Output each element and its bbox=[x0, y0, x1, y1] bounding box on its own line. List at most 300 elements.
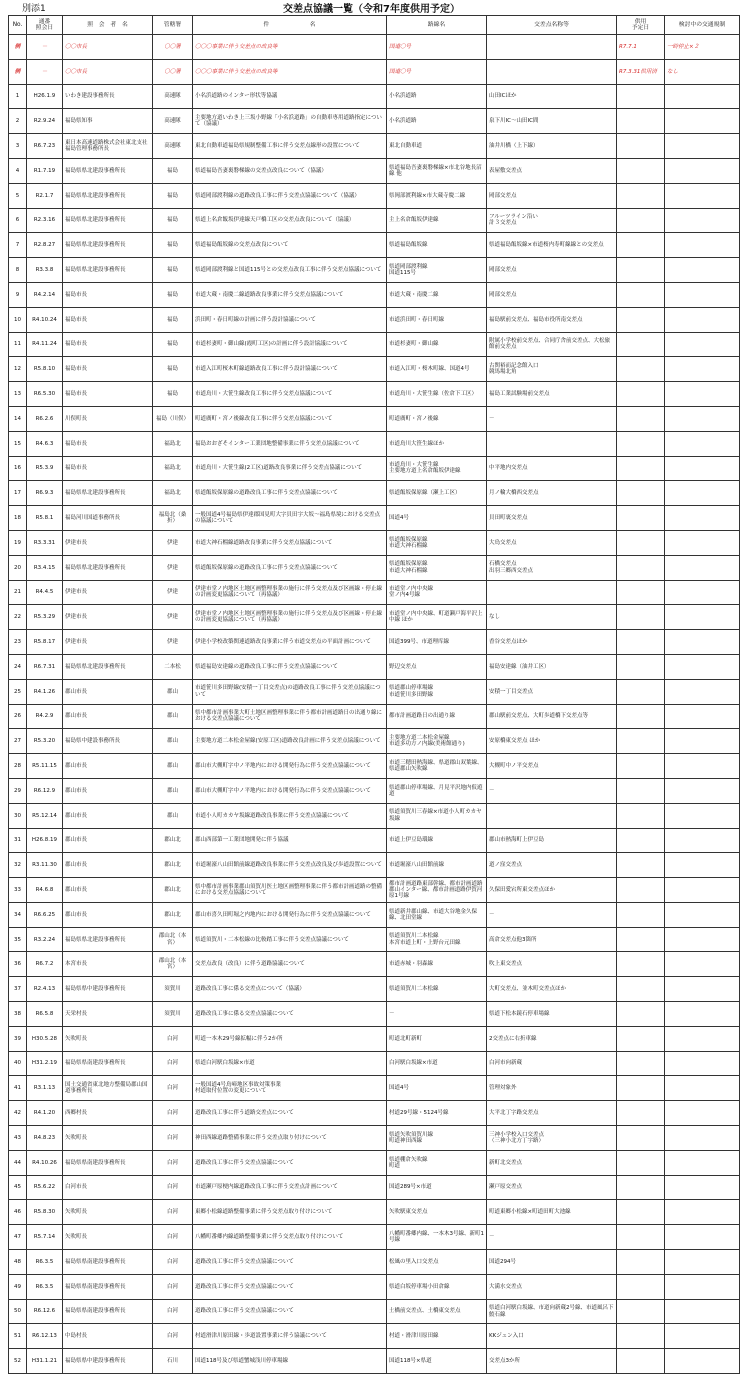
row-subject: 郡山西部第一工業団地開発に伴う協議 bbox=[193, 828, 387, 853]
row-no: 52 bbox=[9, 1349, 27, 1374]
row-requester: 福島県県北建設事務所長 bbox=[63, 258, 153, 283]
row-no: 41 bbox=[9, 1076, 27, 1101]
row-station: 須賀川 bbox=[153, 977, 193, 1002]
row-station: 郡山北（本宮） bbox=[153, 952, 193, 977]
row-regulation bbox=[665, 977, 740, 1002]
row-no: 5 bbox=[9, 183, 27, 208]
row-station: 郡山 bbox=[153, 729, 193, 754]
row-intersection: 古関裕而記念館入口 競馬場北角 bbox=[487, 357, 617, 382]
row-no: 38 bbox=[9, 1002, 27, 1027]
row-date: R6.6.25 bbox=[27, 902, 63, 927]
row-requester: 郡山市長 bbox=[63, 803, 153, 828]
row-service-date bbox=[617, 258, 665, 283]
row-route: 県道白坂停車場小田倉線 bbox=[387, 1274, 487, 1299]
row-regulation bbox=[665, 183, 740, 208]
table-row bbox=[9, 282, 740, 307]
table-row bbox=[9, 654, 740, 679]
row-no: 32 bbox=[9, 853, 27, 878]
row-intersection bbox=[487, 59, 617, 84]
row-station: 白河 bbox=[153, 1175, 193, 1200]
row-station: 福島 bbox=[153, 282, 193, 307]
row-service-date bbox=[617, 1250, 665, 1275]
row-subject: 道路改良工事に伴う交差点協議について bbox=[193, 1250, 387, 1275]
row-station: 福島 bbox=[153, 233, 193, 258]
row-station: 白河 bbox=[153, 1225, 193, 1250]
row-subject: 県道福島飯坂線の交差点改良について bbox=[193, 233, 387, 258]
row-regulation bbox=[665, 406, 740, 431]
row-no: 8 bbox=[9, 258, 27, 283]
row-no: 3 bbox=[9, 134, 27, 159]
table-row bbox=[9, 778, 740, 803]
row-requester: 白河市長 bbox=[63, 1175, 153, 1200]
row-subject: 郡山市大槻町字中ノ平地内における開発行為に伴う交差点協議について bbox=[193, 754, 387, 779]
row-requester: 福島県県北建設事務所長 bbox=[63, 555, 153, 580]
row-regulation bbox=[665, 431, 740, 456]
row-date: H31.1.21 bbox=[27, 1349, 63, 1374]
row-requester: 郡山市長 bbox=[63, 679, 153, 704]
row-subject: 県中都市計画事業大町土地区画整理事業に伴う都市計画道路日の出通り線における交差点協議について bbox=[193, 704, 387, 729]
row-service-date bbox=[617, 1349, 665, 1374]
row-service-date bbox=[617, 332, 665, 357]
row-regulation bbox=[665, 605, 740, 630]
row-requester: 伊達市長 bbox=[63, 580, 153, 605]
row-route: 市道浜田町・春日町線 bbox=[387, 307, 487, 332]
row-date: R5.8.10 bbox=[27, 357, 63, 382]
row-station: 郡山北（本宮） bbox=[153, 927, 193, 952]
row-no: 24 bbox=[9, 654, 27, 679]
row-intersection: 中平地内交差点 bbox=[487, 456, 617, 481]
row-route: 国道〇号 bbox=[387, 59, 487, 84]
row-regulation bbox=[665, 158, 740, 183]
row-service-date bbox=[617, 1150, 665, 1175]
table-row bbox=[9, 233, 740, 258]
row-route: 市道杉妻町・御山線 bbox=[387, 332, 487, 357]
row-requester: 福島県知事 bbox=[63, 109, 153, 134]
row-intersection: 高倉交差点他3箇所 bbox=[487, 927, 617, 952]
row-route: 白河駅白坂線×市道 bbox=[387, 1051, 487, 1076]
row-station: 高速隊 bbox=[153, 134, 193, 159]
row-intersection: 2交差点に右折車線 bbox=[487, 1026, 617, 1051]
row-intersection: 泉下川IC～山田IC間 bbox=[487, 109, 617, 134]
row-route: 町道北町新町 bbox=[387, 1026, 487, 1051]
row-subject: 町道一本木29号線拡幅に伴う2か所 bbox=[193, 1026, 387, 1051]
row-no: 33 bbox=[9, 878, 27, 903]
row-intersection bbox=[487, 580, 617, 605]
row-regulation bbox=[665, 1002, 740, 1027]
row-intersection: － bbox=[487, 406, 617, 431]
row-requester: 川俣町長 bbox=[63, 406, 153, 431]
row-station: 郡山北 bbox=[153, 828, 193, 853]
row-date: － bbox=[27, 35, 63, 60]
row-route: 村道・滑津川原田線 bbox=[387, 1324, 487, 1349]
row-regulation bbox=[665, 580, 740, 605]
row-service-date bbox=[617, 158, 665, 183]
row-date: R4.1.20 bbox=[27, 1101, 63, 1126]
row-route: 町道廣町・宮ノ後線 bbox=[387, 406, 487, 431]
row-regulation bbox=[665, 282, 740, 307]
row-service-date bbox=[617, 1101, 665, 1126]
row-date: R5.6.22 bbox=[27, 1175, 63, 1200]
row-intersection: 管理対象外 bbox=[487, 1076, 617, 1101]
row-intersection: 県道下松本鏡石停車場線 bbox=[487, 1002, 617, 1027]
row-route: － bbox=[387, 1002, 487, 1027]
row-route: 県道飯坂保原線 市道大神石榴線 bbox=[387, 555, 487, 580]
row-subject: 県道上名倉飯坂伊達線天戸橋工区の交差点改良について（協議） bbox=[193, 208, 387, 233]
row-date: R5.3.20 bbox=[27, 729, 63, 754]
row-no: 17 bbox=[9, 481, 27, 506]
row-station: 白河 bbox=[153, 1076, 193, 1101]
table-row bbox=[9, 1126, 740, 1151]
row-station: 白河 bbox=[153, 1101, 193, 1126]
row-requester: 天栄村長 bbox=[63, 1002, 153, 1027]
row-date: R4.6.3 bbox=[27, 431, 63, 456]
row-date: R6.7.23 bbox=[27, 134, 63, 159]
row-station: 白河 bbox=[153, 1026, 193, 1051]
row-route: 市道上伊豆島環線 bbox=[387, 828, 487, 853]
row-service-date bbox=[617, 1126, 665, 1151]
row-station: 石川 bbox=[153, 1349, 193, 1374]
row-requester: 福島県県北建設事務所長 bbox=[63, 233, 153, 258]
table-row bbox=[9, 1076, 740, 1101]
row-route: 市道堂ノ内中央線、町道瀬戸海平沢上中線 ほか bbox=[387, 605, 487, 630]
table-row bbox=[9, 158, 740, 183]
row-subject: 県道福島吾妻裏磐梯線の交差点改良について（協議） bbox=[193, 158, 387, 183]
row-date: R2.9.24 bbox=[27, 109, 63, 134]
row-route: 国道118号×県道 bbox=[387, 1349, 487, 1374]
row-route: 土橋前交差点、土橋東交差点 bbox=[387, 1299, 487, 1324]
row-requester: 郡山市長 bbox=[63, 902, 153, 927]
row-subject: 県道福島安達線の道路改良工事に伴う交差点協議について bbox=[193, 654, 387, 679]
row-no: 31 bbox=[9, 828, 27, 853]
row-station: 福島 bbox=[153, 332, 193, 357]
row-station: 伊達 bbox=[153, 630, 193, 655]
row-requester: 福島県県北建設事務所長 bbox=[63, 927, 153, 952]
row-subject: 市道入江町桜木町線道路改良工事に伴う設計協議について bbox=[193, 357, 387, 382]
row-service-date bbox=[617, 1299, 665, 1324]
row-requester: 福島県県南建設事務所長 bbox=[63, 1150, 153, 1175]
row-service-date bbox=[617, 1324, 665, 1349]
row-requester: 福島県県北建設事務所長 bbox=[63, 481, 153, 506]
row-regulation bbox=[665, 679, 740, 704]
row-station: 〇〇署 bbox=[153, 59, 193, 84]
row-subject: 市道杉妻町・御山線(霞町工区)の計画に伴う設計協議について bbox=[193, 332, 387, 357]
table-header-row bbox=[9, 16, 740, 35]
row-date: R2.8.27 bbox=[27, 233, 63, 258]
row-subject: 県道白河駅白坂線×市道 bbox=[193, 1051, 387, 1076]
row-date: R5.8.30 bbox=[27, 1200, 63, 1225]
row-service-date bbox=[617, 282, 665, 307]
row-route: 県道新井郡山線、市道大谷地金久保線、北田堂線 bbox=[387, 902, 487, 927]
row-no: 34 bbox=[9, 902, 27, 927]
row-requester: 〇〇市長 bbox=[63, 59, 153, 84]
row-route: 市道三穂田熱海線、県道郡山双葉線、県道郡山矢吹線 bbox=[387, 754, 487, 779]
row-service-date bbox=[617, 605, 665, 630]
row-service-date bbox=[617, 382, 665, 407]
row-intersection: 道ノ窪交差点 bbox=[487, 853, 617, 878]
row-station: 白河 bbox=[153, 1299, 193, 1324]
row-date: R6.5.8 bbox=[27, 1002, 63, 1027]
row-subject: 道路改良工事に係る交差点協議について bbox=[193, 1002, 387, 1027]
row-service-date bbox=[617, 481, 665, 506]
row-regulation bbox=[665, 729, 740, 754]
row-date: R1.7.19 bbox=[27, 158, 63, 183]
row-service-date bbox=[617, 927, 665, 952]
table-body bbox=[9, 35, 740, 1374]
row-intersection: 三神小学校入口交差点 （三神小北方丁字路） bbox=[487, 1126, 617, 1151]
row-subject: 東北自動車道福島県規制整備工事に伴う交差点線形の設置について bbox=[193, 134, 387, 159]
table-row bbox=[9, 1324, 740, 1349]
row-subject: 市道大蔵・南慶二線道路改良事業に伴う交差点協議について bbox=[193, 282, 387, 307]
row-regulation bbox=[665, 1324, 740, 1349]
row-regulation bbox=[665, 1051, 740, 1076]
row-regulation bbox=[665, 1175, 740, 1200]
row-service-date bbox=[617, 183, 665, 208]
row-service-date bbox=[617, 134, 665, 159]
row-intersection: 県道福島飯坂線×市道桜内寿町線線との交差点 bbox=[487, 233, 617, 258]
table-row bbox=[9, 853, 740, 878]
row-date: R6.12.6 bbox=[27, 1299, 63, 1324]
row-regulation bbox=[665, 1101, 740, 1126]
row-requester: 東日本高速道路株式会社東北支社福島管理事務所長 bbox=[63, 134, 153, 159]
row-requester: 〇〇市長 bbox=[63, 35, 153, 60]
row-intersection: 交差点3か所 bbox=[487, 1349, 617, 1374]
row-no: 21 bbox=[9, 580, 27, 605]
row-station: 須賀川 bbox=[153, 1002, 193, 1027]
row-route: 野辺交差点 bbox=[387, 654, 487, 679]
col-requester: 照 会 者 名 bbox=[63, 16, 153, 35]
row-subject: 市道鳥川・大笹生線(2工区)道路改良事業に伴う交差点協議について bbox=[193, 456, 387, 481]
row-subject: 市道大神石榴線道路改良事業に伴う交差点協議について bbox=[193, 530, 387, 555]
row-no: 23 bbox=[9, 630, 27, 655]
row-service-date bbox=[617, 1076, 665, 1101]
row-regulation bbox=[665, 307, 740, 332]
row-subject: 市道笹川多田野線(安積一丁目交差点)の道路改良工事に伴う交差点協議について bbox=[193, 679, 387, 704]
row-date: R6.3.5 bbox=[27, 1250, 63, 1275]
row-station: 白河 bbox=[153, 1324, 193, 1349]
row-intersection: 久保田愛宕所東交差点ほか bbox=[487, 878, 617, 903]
row-station: 福島北（桑折） bbox=[153, 506, 193, 531]
row-regulation bbox=[665, 1200, 740, 1225]
row-regulation bbox=[665, 754, 740, 779]
row-intersection: 月ノ輪大橋西交差点 bbox=[487, 481, 617, 506]
row-intersection: 郡山市熱海町上伊豆島 bbox=[487, 828, 617, 853]
row-subject: 県道岡部渡利線の道路改良工事に伴う交差点協議について（協議） bbox=[193, 183, 387, 208]
table-row bbox=[9, 902, 740, 927]
table-row bbox=[9, 1200, 740, 1225]
row-service-date bbox=[617, 1175, 665, 1200]
row-requester: 福島市長 bbox=[63, 282, 153, 307]
row-intersection: 岡部交差点 bbox=[487, 183, 617, 208]
row-subject: 市道堀濠八山田館前線道路改良事業に伴う交差点改良及び歩道設置について bbox=[193, 853, 387, 878]
row-date: R6.2.6 bbox=[27, 406, 63, 431]
row-requester: 福島県県南建設事務所長 bbox=[63, 1299, 153, 1324]
row-requester: 中島村長 bbox=[63, 1324, 153, 1349]
row-route: 小名浜道路 bbox=[387, 109, 487, 134]
row-date: R6.7.2 bbox=[27, 952, 63, 977]
row-route: 国道399号、市道理库線 bbox=[387, 630, 487, 655]
row-no: 15 bbox=[9, 431, 27, 456]
row-intersection: 附属小学校前交差点、合同庁舎前交差点、大松旅館前交差点 bbox=[487, 332, 617, 357]
row-no: 44 bbox=[9, 1150, 27, 1175]
row-requester: 福島県県北建設事務所長 bbox=[63, 158, 153, 183]
row-service-date bbox=[617, 902, 665, 927]
row-route: 八幡町番郷内線、一本木3号線、新町1号線 bbox=[387, 1225, 487, 1250]
table-row bbox=[9, 803, 740, 828]
row-subject: 市道瀬戸原梗内線道路改良工事に伴う交差点計画について bbox=[193, 1175, 387, 1200]
table-row bbox=[9, 828, 740, 853]
row-regulation bbox=[665, 555, 740, 580]
row-requester: 福島市長 bbox=[63, 456, 153, 481]
row-route: 都市計画道路日の出通り線 bbox=[387, 704, 487, 729]
row-intersection: 油井川橋（上下線） bbox=[487, 134, 617, 159]
row-station: 郡山北 bbox=[153, 878, 193, 903]
row-intersection: 新町北交差点 bbox=[487, 1150, 617, 1175]
row-intersection: 大槻町中ノ平交差点 bbox=[487, 754, 617, 779]
row-station: 高速隊 bbox=[153, 84, 193, 109]
row-requester: 郡山市長 bbox=[63, 853, 153, 878]
table-row bbox=[9, 1274, 740, 1299]
row-no: 46 bbox=[9, 1200, 27, 1225]
row-service-date bbox=[617, 431, 665, 456]
row-no: 13 bbox=[9, 382, 27, 407]
table-row bbox=[9, 1250, 740, 1275]
row-regulation bbox=[665, 332, 740, 357]
row-regulation bbox=[665, 828, 740, 853]
row-station: 福島 bbox=[153, 357, 193, 382]
row-date: H31.2.19 bbox=[27, 1051, 63, 1076]
row-regulation bbox=[665, 1026, 740, 1051]
row-requester: 福島県県北建設事務所長 bbox=[63, 183, 153, 208]
row-route: 県道須賀川二本松線 本宮市道上町・上野台元田線 bbox=[387, 927, 487, 952]
row-intersection: 大鳥交差点 bbox=[487, 530, 617, 555]
row-subject: 道路改良工事に伴う交差点協議について bbox=[193, 1274, 387, 1299]
row-no: 26 bbox=[9, 704, 27, 729]
table-row bbox=[9, 258, 740, 283]
row-intersection: － bbox=[487, 1225, 617, 1250]
row-requester: 福島河川国道事務所長 bbox=[63, 506, 153, 531]
row-subject: 主要地方道いわき上三坂小野線「小名浜道路」の自動車専用道路指定について（協議） bbox=[193, 109, 387, 134]
row-subject: 村道滑津川原田線・歩道設置事業に伴う協議について bbox=[193, 1324, 387, 1349]
row-no: 10 bbox=[9, 307, 27, 332]
row-service-date bbox=[617, 952, 665, 977]
row-no: 39 bbox=[9, 1026, 27, 1051]
row-no: 36 bbox=[9, 952, 27, 977]
row-service-date bbox=[617, 406, 665, 431]
table-row bbox=[9, 729, 740, 754]
row-date: － bbox=[27, 59, 63, 84]
row-station: 福島 bbox=[153, 208, 193, 233]
row-route: 県道岡部渡利線 国道115号 bbox=[387, 258, 487, 283]
row-station: 福島 bbox=[153, 307, 193, 332]
table-row bbox=[9, 109, 740, 134]
row-date: R3.4.15 bbox=[27, 555, 63, 580]
row-regulation bbox=[665, 382, 740, 407]
row-subject: 〇〇〇事業に伴う交差点の改良等 bbox=[193, 35, 387, 60]
row-route: 国道4号 bbox=[387, 1076, 487, 1101]
table-row bbox=[9, 530, 740, 555]
row-station: 伊達 bbox=[153, 530, 193, 555]
row-regulation bbox=[665, 704, 740, 729]
row-route: 市道赤城・羽森線 bbox=[387, 952, 487, 977]
row-requester: 伊達市長 bbox=[63, 530, 153, 555]
row-no: 28 bbox=[9, 754, 27, 779]
row-date: R5.11.15 bbox=[27, 754, 63, 779]
row-requester: 伊達市長 bbox=[63, 605, 153, 630]
row-regulation bbox=[665, 902, 740, 927]
row-requester: 国土交通省東北地方整備局郡山国道事務所長 bbox=[63, 1076, 153, 1101]
row-route: 県道須賀川二本松線 bbox=[387, 977, 487, 1002]
row-intersection: 県道白河駅白坂線、市道向新蔵2号線、市道風呂下鮫石線 bbox=[487, 1299, 617, 1324]
row-route: 主要地方道二本松金屋線 市道多功方ノ内線(美術館通り) bbox=[387, 729, 487, 754]
row-requester: 福島市長 bbox=[63, 307, 153, 332]
row-service-date bbox=[617, 1002, 665, 1027]
table-row bbox=[9, 506, 740, 531]
table-row bbox=[9, 1101, 740, 1126]
table-row bbox=[9, 183, 740, 208]
row-intersection: 福島駅前交差点、福島市役所南交差点 bbox=[487, 307, 617, 332]
row-regulation bbox=[665, 1126, 740, 1151]
row-intersection: 岡部交差点 bbox=[487, 282, 617, 307]
row-service-date: R7.3.31供用済 bbox=[617, 59, 665, 84]
row-route: 国道289号×市道 bbox=[387, 1175, 487, 1200]
row-no: 19 bbox=[9, 530, 27, 555]
row-requester: 福島県県南建設事務所長 bbox=[63, 1250, 153, 1275]
row-route: 県道郡山停車場線 市道笹川多田野線 bbox=[387, 679, 487, 704]
row-requester: 矢吹町長 bbox=[63, 1126, 153, 1151]
row-station: 郡山 bbox=[153, 754, 193, 779]
table-row bbox=[9, 1051, 740, 1076]
row-date: R2.4.13 bbox=[27, 977, 63, 1002]
table-row bbox=[9, 754, 740, 779]
row-date: R4.10.26 bbox=[27, 1150, 63, 1175]
col-station: 管轄署 bbox=[153, 16, 193, 35]
row-intersection: 香谷交差点ほか bbox=[487, 630, 617, 655]
table-row bbox=[9, 406, 740, 431]
row-service-date bbox=[617, 208, 665, 233]
row-station: 福島北 bbox=[153, 456, 193, 481]
row-subject: 一般国道4号福島県伊達郡国見町大字貝田字大坂～福島県境における交差点の協議について bbox=[193, 506, 387, 531]
row-requester: 郡山市長 bbox=[63, 778, 153, 803]
row-subject: 道路改良工事に伴う道路交差点について bbox=[193, 1101, 387, 1126]
table-row bbox=[9, 605, 740, 630]
row-subject: 郡山市喜久田町堀之内地内における開発行為に伴う交差点協議について bbox=[193, 902, 387, 927]
row-route: 県道須賀川三春線×市道小人町カカヤ坂線 bbox=[387, 803, 487, 828]
row-requester: 福島県県中建設事務所長 bbox=[63, 977, 153, 1002]
table-row bbox=[9, 35, 740, 60]
row-date: R3.11.30 bbox=[27, 853, 63, 878]
row-subject: 神田西線道路整備事業に伴う交差点取り付けについて bbox=[193, 1126, 387, 1151]
row-route: 都市計画道路東部幹線、都市計画道路郡山インター線、都市計画道路伊賀河原1号線 bbox=[387, 878, 487, 903]
row-no: 51 bbox=[9, 1324, 27, 1349]
row-subject: 国道118号及び県道蟹城浅川停車場線 bbox=[193, 1349, 387, 1374]
row-regulation bbox=[665, 456, 740, 481]
row-service-date bbox=[617, 1274, 665, 1299]
row-requester: 福島市長 bbox=[63, 382, 153, 407]
intersection-table bbox=[8, 15, 740, 1374]
row-regulation bbox=[665, 1349, 740, 1374]
row-no: 48 bbox=[9, 1250, 27, 1275]
table-row bbox=[9, 1225, 740, 1250]
row-route: 県道飯坂保原線 市道大神石榴線 bbox=[387, 530, 487, 555]
row-service-date bbox=[617, 654, 665, 679]
row-requester: 郡山市長 bbox=[63, 754, 153, 779]
row-regulation bbox=[665, 654, 740, 679]
row-station: 伊達 bbox=[153, 555, 193, 580]
row-date: R6.7.31 bbox=[27, 654, 63, 679]
row-station: 福島 bbox=[153, 158, 193, 183]
row-route: 市道鳥川大笹生線ほか bbox=[387, 431, 487, 456]
row-service-date: R7.7.1 bbox=[617, 35, 665, 60]
